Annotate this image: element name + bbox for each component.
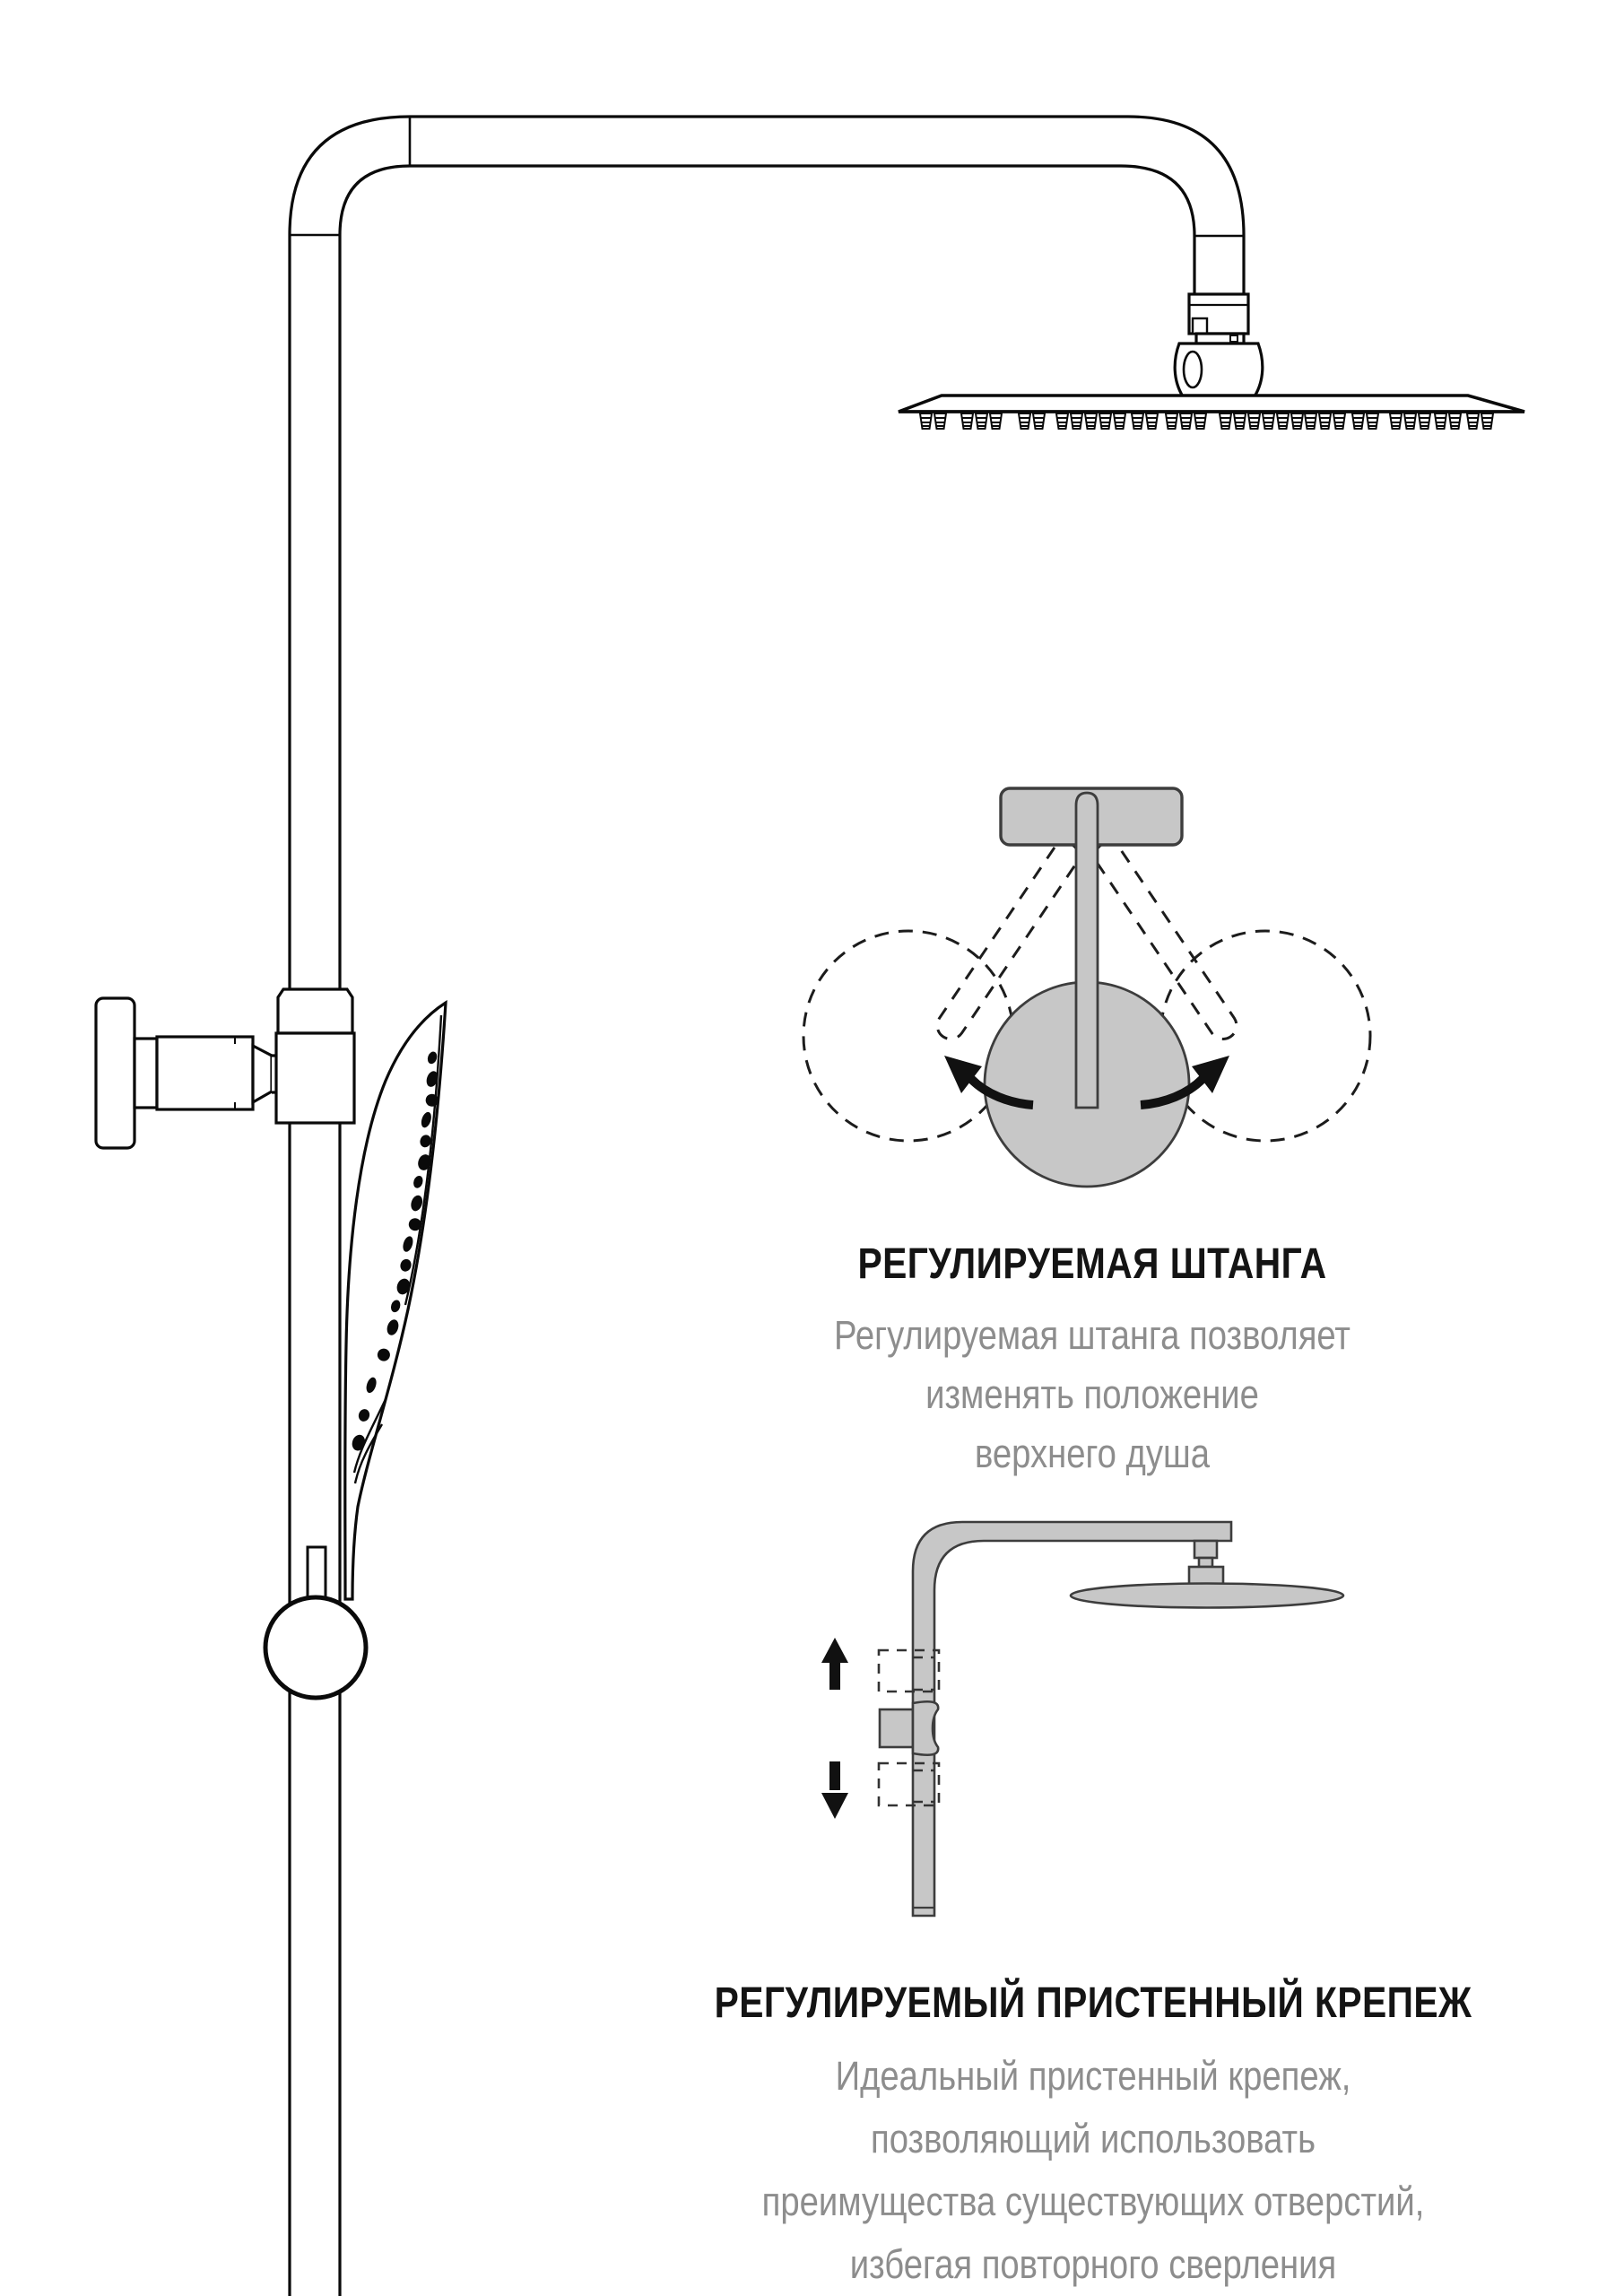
section-body: Регулируемая штанга позволяет изменять положение верхнего душа [834,1312,1350,1476]
bar-rod [1076,793,1098,1108]
ball-joint-hole [1184,352,1202,387]
section-title: РЕГУЛИРУЕМАЯ ШТАНГА [857,1240,1327,1288]
adjustable-bar-illustration [803,788,1370,1187]
diverter-body [276,1033,354,1123]
section-adjustable-bar [662,1241,1523,1483]
section-title: РЕГУЛИРУЕМЫЙ ПРИСТЕННЫЙ КРЕПЕЖ [714,1979,1472,2027]
section-adjustable-wall-mount [645,1980,1541,2296]
mount-column-silhouette [913,1522,1231,1916]
ghost-position-left [803,931,1013,1141]
rain-shower-head [899,396,1524,429]
diverter-top [278,989,352,1033]
wall-flange [96,998,135,1148]
hand-shower [345,1003,446,1599]
ghost-position-right [1160,931,1370,1141]
slider-knob-wheel [265,1597,366,1698]
rain-head-nozzles [920,413,1493,429]
bracket-cone [253,1046,272,1102]
wall-bracket-assembly [96,989,354,1148]
wall-mount-illustration [821,1522,1343,1916]
rain-head-connector [1175,294,1263,396]
move-up-arrow-icon [821,1638,848,1690]
connector-notch [1193,318,1207,334]
move-down-arrow-icon [821,1761,848,1819]
mount-head-connector [1194,1541,1217,1558]
slider-lever [308,1547,326,1599]
pipe-body [290,117,1244,2296]
section-body: Идеальный пристенный крепеж, позволяющий использовать преимущества существующих отверстий, избегая повторного сверления [761,2053,1425,2287]
mount-shower-head [1071,1584,1343,1608]
shower-column-drawing [96,117,1524,2296]
mount-bracket [880,1709,913,1747]
